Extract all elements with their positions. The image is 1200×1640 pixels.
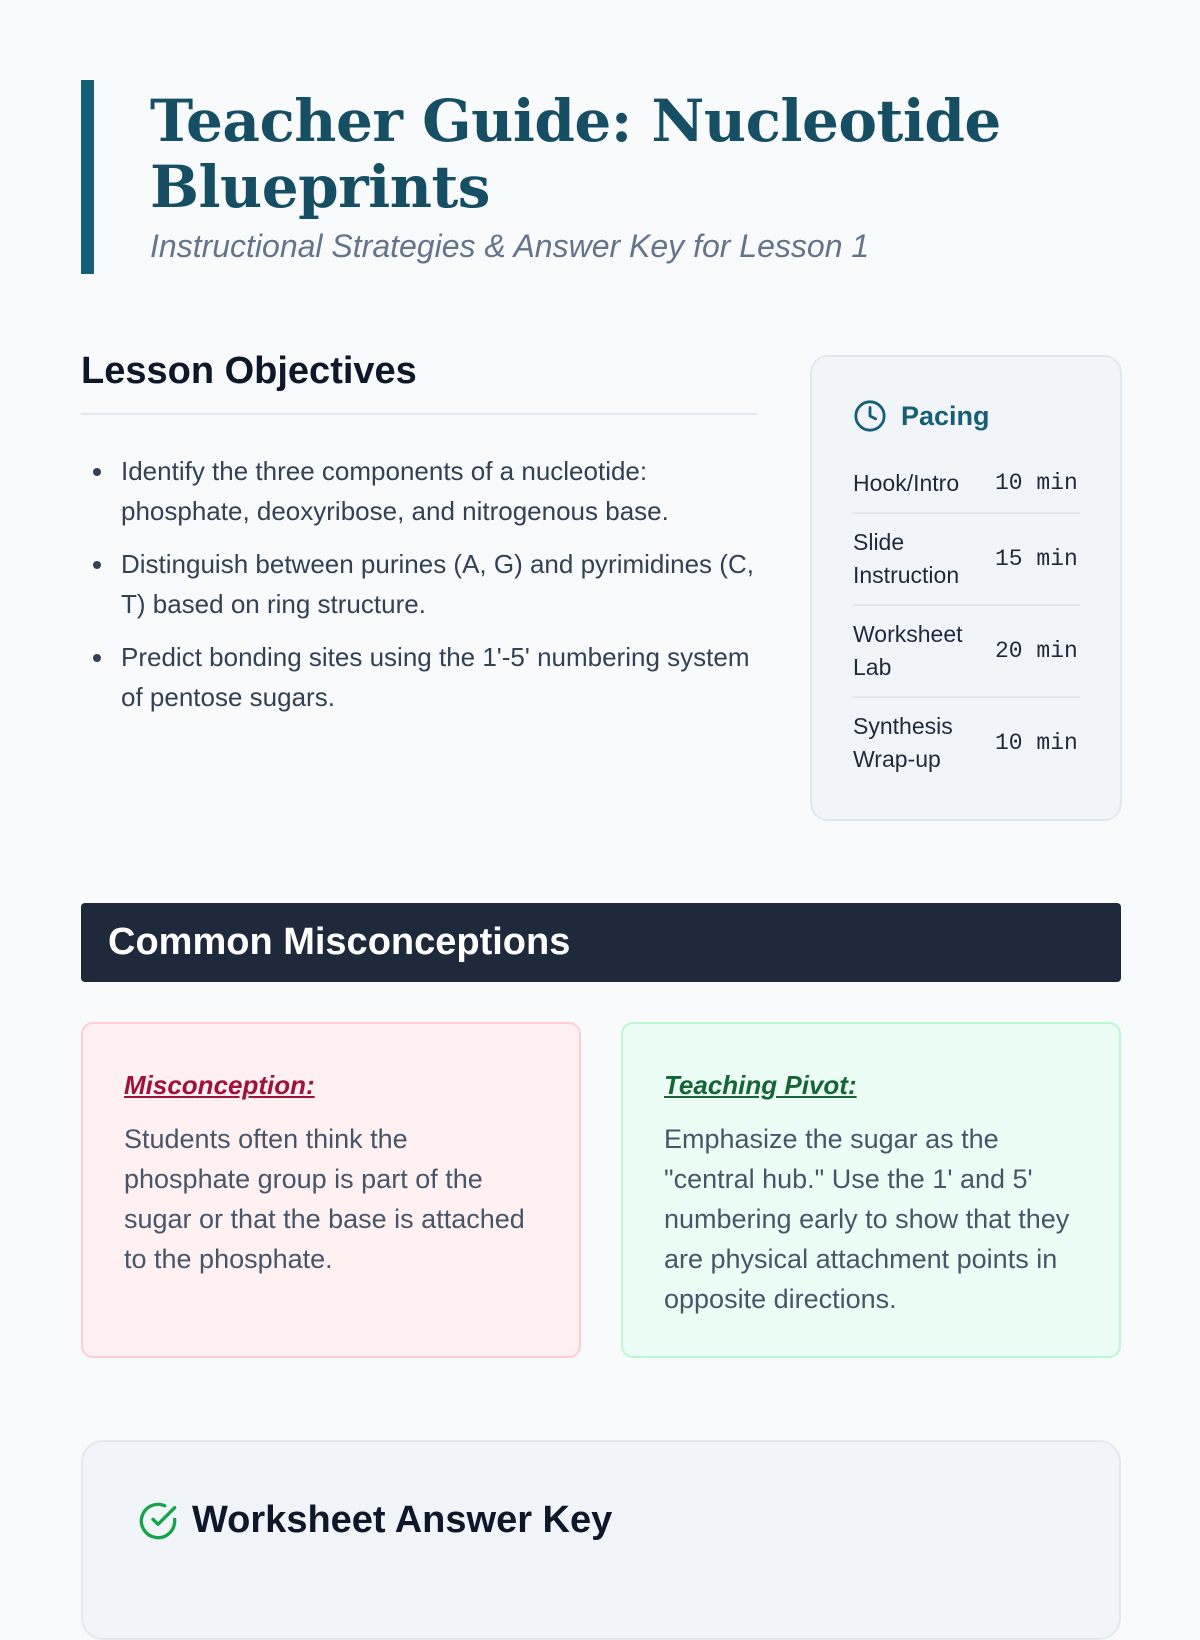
teaching-pivot-label: Teaching Pivot: [664, 1070, 857, 1100]
pacing-time: 15 min [995, 545, 1078, 572]
pacing-time: 20 min [995, 637, 1078, 664]
guide-header [81, 80, 1121, 274]
clock-icon [853, 399, 887, 433]
check-circle-icon [138, 1501, 178, 1541]
objective-item: Predict bonding sites using the 1'-5' numbering system of pentose sugars. [81, 637, 757, 717]
teaching-pivot-card [621, 1022, 1121, 1358]
pacing-row [853, 606, 1080, 698]
page-subtitle: Instructional Strategies & Answer Key for Lesson 1 [150, 228, 870, 264]
objective-item: Distinguish between purines (A, G) and pyrimidines (C, T) based on ring structure. [81, 544, 757, 624]
pacing-row [853, 455, 1080, 514]
teaching-pivot-text: Emphasize the sugar as the "central hub." Use the 1' and 5' numbering early to show that they are physical attachment points in opposite directions. [664, 1124, 1070, 1314]
misconceptions-heading: Common Misconceptions [108, 921, 571, 963]
pacing-time: 10 min [995, 470, 1078, 496]
pacing-heading: Pacing [901, 400, 990, 431]
pacing-time: 10 min [995, 729, 1078, 756]
misconceptions-banner [81, 903, 1121, 982]
pacing-activity: Synthesis Wrap-up [853, 713, 953, 772]
pacing-header [853, 399, 1080, 433]
pacing-activity: Slide Instruction [853, 529, 960, 588]
answer-key-heading: Worksheet Answer Key [192, 1499, 613, 1541]
objective-item: Identify the three components of a nucleotide: phosphate, deoxyribose, and nitrogenous base. [81, 451, 757, 531]
answer-key-section [81, 1440, 1121, 1640]
pacing-activity: Hook/Intro [853, 470, 960, 496]
pacing-row [853, 514, 1080, 606]
pacing-row [853, 698, 1080, 788]
lesson-objectives-section [81, 350, 757, 730]
answer-key-header [138, 1499, 612, 1542]
misconception-card [81, 1022, 581, 1358]
objectives-list [81, 451, 757, 717]
page-title: Teacher Guide: Nucleotide Blueprints [150, 87, 1001, 221]
misconception-label: Misconception: [124, 1070, 315, 1100]
misconception-text: Students often think the phosphate group is part of the sugar or that the base is attached to the phosphate. [124, 1124, 525, 1274]
pacing-activity: Worksheet Lab [853, 621, 963, 680]
pacing-card [810, 355, 1122, 821]
objectives-heading: Lesson Objectives [81, 350, 757, 415]
